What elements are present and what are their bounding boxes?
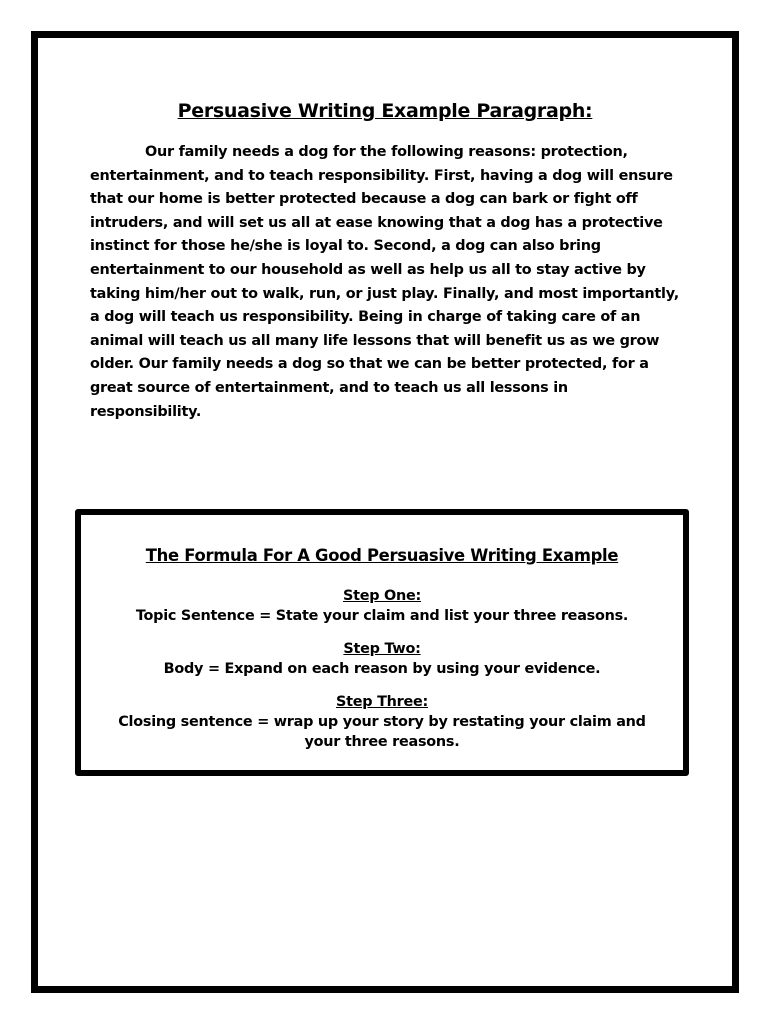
formula-title: The Formula For A Good Persuasive Writing Example — [145, 546, 619, 565]
example-paragraph: Our family needs a dog for the following reasons: protection, entertainment, and to teach responsibility. First, having a dog will ensure that our home is better protected because a dog can bark or fight off intruders, and will set us all at ease knowing that a dog has a protective instinct for those he/she is loyal to. Second, a dog can also bring entertainment to our household as well as help us all to stay active by taking him/her out to walk, run, or just play. Finally, and most importantly, a dog will teach us responsibility. Being in charge of taking care of an animal will teach us all many life lessons that will benefit us as we grow older. Our family needs a dog so that we can be better protected, for a great source of entertainment, and to teach us all lessons in responsibility. — [90, 144, 679, 420]
step-one-label: Step One: — [342, 588, 422, 604]
page-title: Persuasive Writing Example Paragraph: — [177, 100, 593, 122]
step-three-label: Step Three: — [336, 694, 428, 710]
step-two-text: Body = Expand on each reason by using your evidence. — [163, 661, 601, 677]
step-three — [101, 692, 663, 752]
step-one — [101, 586, 663, 626]
page-frame — [31, 31, 739, 993]
step-two — [101, 639, 663, 679]
step-two-label: Step Two: — [343, 641, 421, 657]
step-one-text: Topic Sentence = State your claim and list your three reasons. — [135, 608, 629, 624]
step-three-text: Closing sentence = wrap up your story by restating your claim and your three reasons. — [118, 714, 646, 750]
formula-box — [75, 509, 689, 776]
